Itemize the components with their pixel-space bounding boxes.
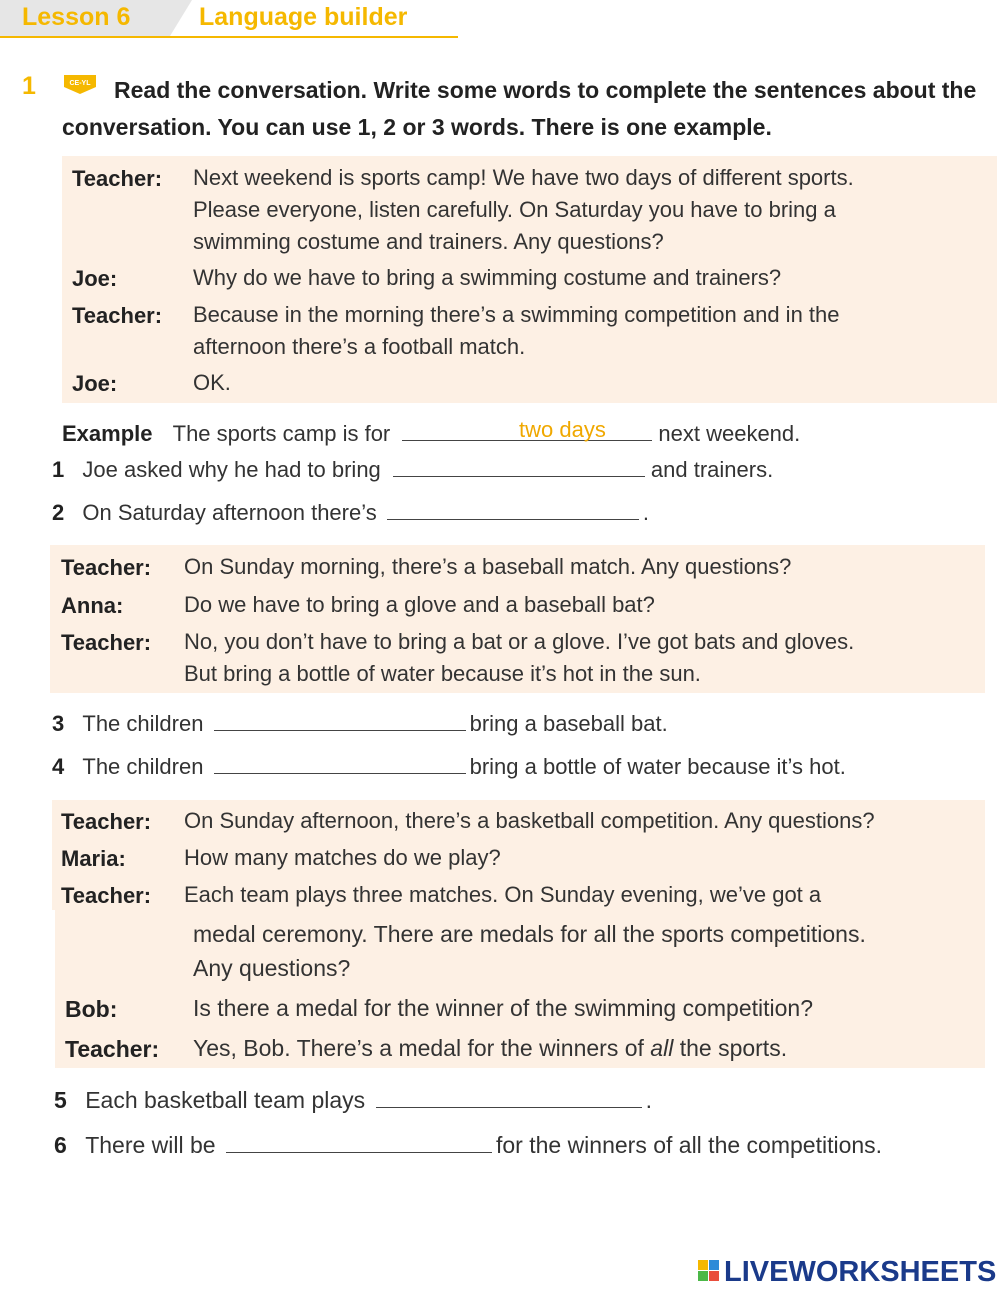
question-5-after: .: [645, 1087, 652, 1113]
question-6-number: 6: [54, 1132, 67, 1158]
section-title: Language builder: [199, 3, 408, 31]
dialogue1-speaker-2: Joe:: [72, 266, 118, 291]
lesson-label: Lesson 6: [22, 3, 131, 31]
dialogue1-line-1b: Please everyone, listen carefully. On Saturday you have to bring a: [193, 197, 836, 222]
dialogue3-line-3a: Each team plays three matches. On Sunday evening, we’ve got a: [184, 882, 822, 907]
example-label: Example: [62, 421, 153, 446]
question-row-2: [52, 499, 649, 526]
question-instruction: Read the conversation. Write some words to complete the sentences about the conversation. You can use 1, 2 or 3 words. There is one example.: [62, 77, 977, 140]
question-4-after: bring a bottle of water because it’s hot.: [469, 754, 846, 779]
dialogue3-line-4a: Is there a medal for the winner of the swimming competition?: [193, 995, 814, 1021]
question-row-4: [52, 753, 846, 780]
question-5-before: Each basketball team plays: [85, 1087, 366, 1113]
dialogue2-line-3a: No, you don’t have to bring a bat or a glove. I’ve got bats and gloves.: [184, 629, 855, 654]
question-row-3: [52, 710, 668, 737]
dialogue3-speaker-3: Teacher:: [61, 883, 152, 908]
question-1-number: 1: [52, 457, 65, 482]
dialogue3-line-5-part3: the sports.: [679, 1035, 788, 1061]
exam-badge-text: CE-YL: [69, 80, 91, 87]
dialogue2-line-3b: But bring a bottle of water because it’s hot in the sun.: [184, 661, 701, 686]
header-underline: [0, 36, 458, 38]
question-2-after: .: [642, 500, 649, 525]
dialogue1-line-1c: swimming costume and trainers. Any questions?: [193, 229, 664, 254]
question-number: 1: [22, 72, 36, 100]
question-3-before: The children: [82, 711, 204, 736]
dialogue1-line-2a: Why do we have to bring a swimming costume and trainers?: [193, 265, 782, 290]
exam-badge-icon: [62, 73, 98, 95]
dialogue3-line-5-part1: Yes, Bob. There’s a medal for the winners of: [193, 1035, 644, 1061]
dialogue2-speaker-2: Anna:: [61, 593, 124, 618]
question-row-6: [54, 1132, 882, 1159]
liveworksheets-brand: LIVEWORKSHEETS: [724, 1256, 997, 1288]
dialogue1-line-3a: Because in the morning there’s a swimming competition and in the: [193, 302, 840, 327]
dialogue1-line-3b: afternoon there’s a football match.: [193, 334, 526, 359]
question-1-after: and trainers.: [650, 457, 774, 482]
liveworksheets-logo-icon: [698, 1260, 720, 1282]
dialogue2-speaker-3: Teacher:: [61, 630, 152, 655]
dialogue2-line-1a: On Sunday morning, there’s a baseball match. Any questions?: [184, 554, 792, 579]
question-3-number: 3: [52, 711, 65, 736]
dialogue3-speaker-4: Bob:: [65, 996, 118, 1022]
dialogue2-speaker-1: Teacher:: [61, 555, 152, 580]
example-sentence: [62, 420, 800, 447]
answer-input-1[interactable]: [393, 456, 645, 477]
answer-input-6[interactable]: [226, 1132, 492, 1153]
example-before: The sports camp is for: [172, 421, 391, 446]
dialogue2-line-2a: Do we have to bring a glove and a baseball bat?: [184, 592, 655, 617]
question-row-1: [52, 456, 773, 483]
dialogue3-speaker-2: Maria:: [61, 846, 126, 871]
answer-input-5[interactable]: [376, 1087, 642, 1108]
dialogue1-line-1a: Next weekend is sports camp! We have two days of different sports.: [193, 165, 854, 190]
answer-input-4[interactable]: [214, 753, 466, 774]
dialogue3-line-1a: On Sunday afternoon, there’s a basketball competition. Any questions?: [184, 808, 875, 833]
example-after: next weekend.: [658, 421, 801, 446]
answer-input-3[interactable]: [214, 710, 466, 731]
question-2-number: 2: [52, 500, 65, 525]
question-4-number: 4: [52, 754, 65, 779]
dialogue3-line-3c: Any questions?: [193, 955, 351, 981]
question-6-before: There will be: [85, 1132, 216, 1158]
question-1-before: Joe asked why he had to bring: [82, 457, 381, 482]
question-3-after: bring a baseball bat.: [469, 711, 668, 736]
question-2-before: On Saturday afternoon there’s: [82, 500, 377, 525]
dialogue1-speaker-4: Joe:: [72, 371, 118, 396]
question-4-before: The children: [82, 754, 204, 779]
dialogue3-line-5-emphasis: all: [650, 1035, 674, 1061]
dialogue1-speaker-3: Teacher:: [72, 303, 163, 328]
example-answer: two days: [519, 417, 606, 442]
dialogue3-speaker-1: Teacher:: [61, 809, 152, 834]
dialogue3-line-3b: medal ceremony. There are medals for all the sports competitions.: [193, 921, 866, 947]
dialogue1-speaker-1: Teacher:: [72, 166, 163, 191]
question-row-5: [54, 1087, 652, 1114]
dialogue3-speaker-5: Teacher:: [65, 1036, 160, 1062]
question-6-after: for the winners of all the competitions.: [495, 1132, 883, 1158]
dialogue3-line-2a: How many matches do we play?: [184, 845, 501, 870]
answer-input-2[interactable]: [387, 499, 639, 520]
dialogue1-line-4a: OK.: [193, 370, 231, 395]
lesson-tab-arrow: [170, 0, 192, 36]
dialogue3-line-5a: [193, 1032, 787, 1064]
question-5-number: 5: [54, 1087, 67, 1113]
